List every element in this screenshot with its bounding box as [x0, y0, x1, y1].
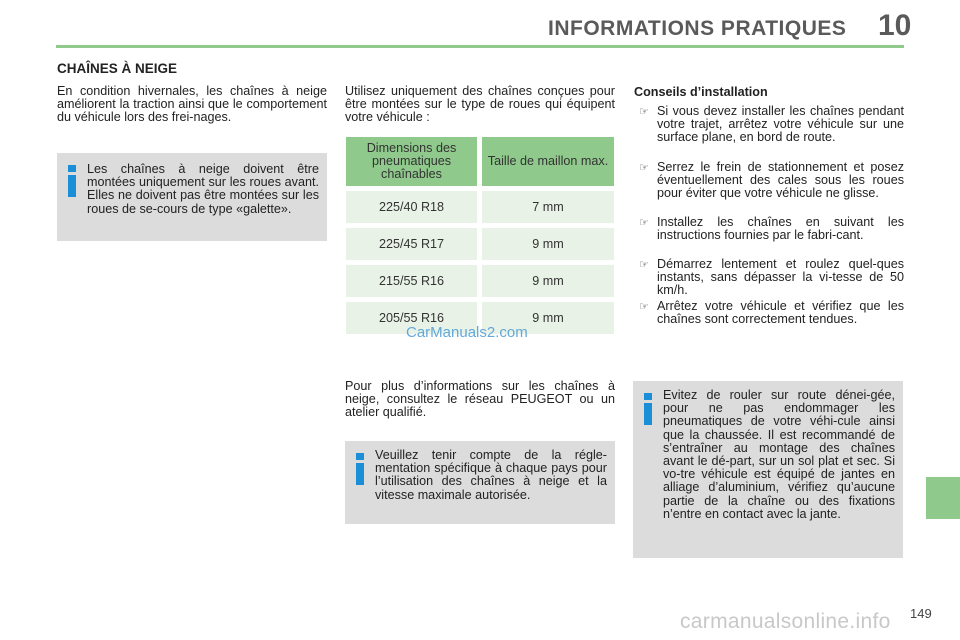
info-box-snow-roads — [633, 381, 903, 558]
tip-item: Arrêtez votre véhicule et vérifiez que les chaînes sont correctement tendues. — [657, 299, 904, 327]
table-cell-dimension: 225/40 R18 — [346, 191, 477, 223]
watermark-carmanuals2: CarManuals2.com — [406, 324, 528, 341]
pointing-hand-icon: ☞ — [639, 259, 649, 271]
tip-item: Si vous devez installer les chaînes pendant votre trajet, arrêtez votre véhicule sur une surface plane, en bord de route. — [657, 104, 904, 145]
chapter-side-tab — [926, 477, 960, 519]
info-icon — [67, 165, 77, 199]
table-cell-link-size: 9 mm — [482, 265, 614, 297]
info-box-text: Evitez de rouler sur route dénei-gée, pour ne pas endommager les pneumatiques de votre véhi-cule ainsi que la chaussée. Il est recommandé de s’entraîner au montage des chaînes avant le dé-part, sur un sol plat et sec. Si vo-tre véhicule est équipé de jantes en alliage d’aluminium, vérifiez qu’aucune partie de la chaîne ou des fixations n’entre en contact avec la jante. — [663, 388, 895, 521]
table-cell-link-size: 7 mm — [482, 191, 614, 223]
table-header-dimensions: Dimensions des pneumatiques chaînables — [346, 137, 477, 186]
info-box-front-wheels — [57, 153, 327, 241]
pointing-hand-icon: ☞ — [639, 301, 649, 313]
info-box-text: Veuillez tenir compte de la régle-mentation spécifique à chaque pays pour l’utilisation des chaînes à neige et la vitesse maximale autorisée. — [375, 448, 607, 502]
info-icon — [643, 393, 653, 427]
page-number: 149 — [910, 606, 932, 621]
tip-item: Installez les chaînes en suivant les instructions fournies par le fabri-cant. — [657, 215, 904, 243]
info-box-regulation — [345, 441, 615, 524]
intro-paragraph: En condition hivernales, les chaînes à neige améliorent la traction ainsi que le comportement du véhicule lors des frei-nages. — [57, 84, 327, 125]
table-cell-dimension: 225/45 R17 — [346, 228, 477, 260]
pointing-hand-icon: ☞ — [639, 162, 649, 174]
use-chains-paragraph: Utilisez uniquement des chaînes conçues pour être montées sur le type de roues qui équipent votre véhicule : — [345, 84, 615, 125]
pointing-hand-icon: ☞ — [639, 217, 649, 229]
watermark-carmanualsonline: carmanualsonline.info — [680, 610, 891, 633]
info-icon — [355, 453, 365, 487]
table-cell-dimension: 205/55 R16 — [346, 302, 477, 334]
tips-title: Conseils d’installation — [634, 85, 768, 99]
chapter-number: 10 — [878, 9, 912, 42]
chapter-title: INFORMATIONS PRATIQUES — [548, 17, 847, 40]
header-divider — [56, 45, 904, 48]
tip-item: Serrez le frein de stationnement et posez éventuellement des cales sous les roues pour éviter que votre véhicule ne glisse. — [657, 160, 904, 201]
table-header-link-size: Taille de maillon max. — [482, 137, 614, 186]
info-box-text: Les chaînes à neige doivent être montées uniquement sur les roues avant. Elles ne doivent pas être montées sur les roues de se-cours de type «galette». — [87, 162, 319, 216]
table-cell-dimension: 215/55 R16 — [346, 265, 477, 297]
more-info-paragraph: Pour plus d’informations sur les chaînes à neige, consultez le réseau PEUGEOT ou un atelier qualifié. — [345, 379, 615, 420]
pointing-hand-icon: ☞ — [639, 106, 649, 118]
table-cell-link-size: 9 mm — [482, 302, 614, 334]
table-cell-link-size: 9 mm — [482, 228, 614, 260]
tip-item: Démarrez lentement et roulez quel-ques instants, sans dépasser la vi-tesse de 50 km/h. — [657, 257, 904, 298]
section-title: CHAÎNES À NEIGE — [57, 61, 178, 76]
